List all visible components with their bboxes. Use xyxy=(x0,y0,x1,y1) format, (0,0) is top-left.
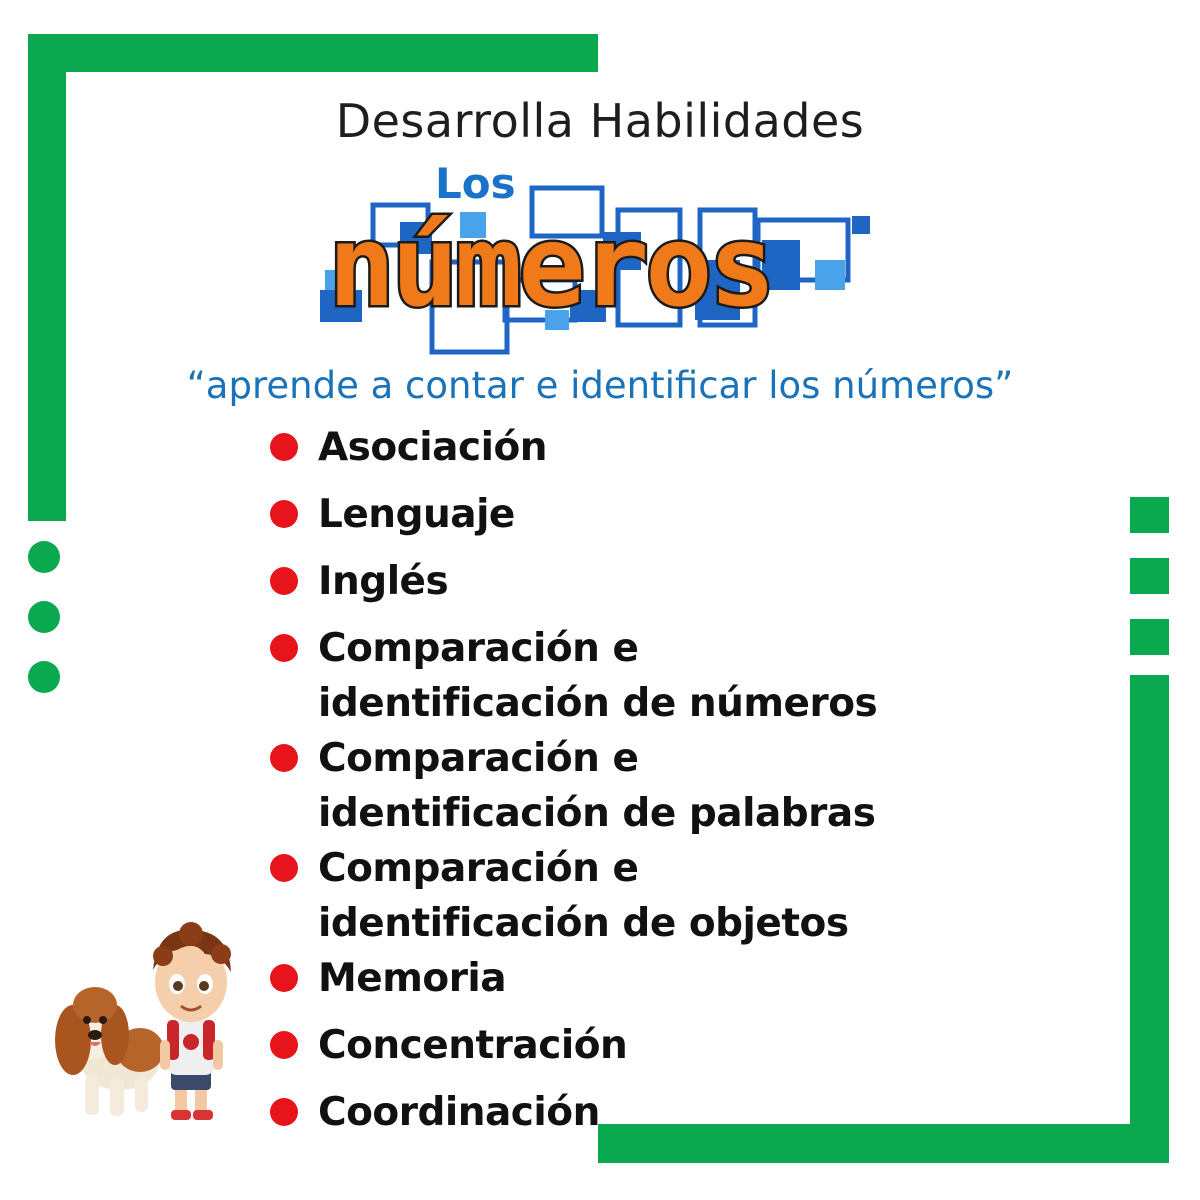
bullet-dot xyxy=(270,567,298,595)
list-item xyxy=(270,1085,938,1140)
los-numeros-logo xyxy=(300,150,900,360)
skill-label: Comparación e identificación de objetos xyxy=(318,846,849,946)
bullet-dot xyxy=(270,744,298,772)
bullet-dot xyxy=(270,854,298,882)
skill-label: Concentración xyxy=(318,1023,628,1068)
bullet-dot xyxy=(270,1031,298,1059)
page-title: Desarrolla Habilidades xyxy=(335,94,865,148)
skill-label: Comparación e identificación de palabras xyxy=(318,736,876,836)
bullet-dot xyxy=(270,500,298,528)
frame-right-bar xyxy=(1130,675,1169,1163)
skill-label: Memoria xyxy=(318,956,507,1001)
list-item xyxy=(270,731,938,841)
boy-and-dog-icon xyxy=(45,910,265,1130)
logo-graphic xyxy=(300,150,900,360)
bullet-dot xyxy=(270,634,298,662)
skill-label: Lenguaje xyxy=(318,492,515,537)
list-item xyxy=(270,621,938,731)
dog-icon xyxy=(55,987,164,1116)
bullet-dot xyxy=(270,964,298,992)
frame-top-bar xyxy=(28,34,598,72)
frame-square-2 xyxy=(1130,558,1169,594)
frame-square-3 xyxy=(1130,619,1169,655)
list-item xyxy=(270,841,938,951)
skills-list xyxy=(270,420,938,1140)
bullet-dot xyxy=(270,1098,298,1126)
skill-label: Inglés xyxy=(318,559,449,604)
bullet-dot xyxy=(270,433,298,461)
list-item xyxy=(270,420,938,475)
boy-and-dog-illustration xyxy=(45,910,265,1130)
list-item xyxy=(270,1018,938,1073)
skill-label: Coordinación xyxy=(318,1090,600,1135)
logo-main-word: números xyxy=(328,202,773,332)
list-item xyxy=(270,487,938,542)
list-item xyxy=(270,951,938,1006)
logo-small-word: Los xyxy=(435,159,516,208)
frame-dot-2 xyxy=(28,601,60,633)
list-item xyxy=(270,554,938,609)
boy-icon xyxy=(153,922,231,1120)
skill-label: Comparación e identificación de números xyxy=(318,626,878,726)
frame-square-1 xyxy=(1130,497,1169,533)
frame-dot-3 xyxy=(28,661,60,693)
frame-dot-1 xyxy=(28,541,60,573)
skill-label: Asociación xyxy=(318,425,548,470)
tagline: “aprende a contar e identificar los números” xyxy=(186,364,1014,407)
